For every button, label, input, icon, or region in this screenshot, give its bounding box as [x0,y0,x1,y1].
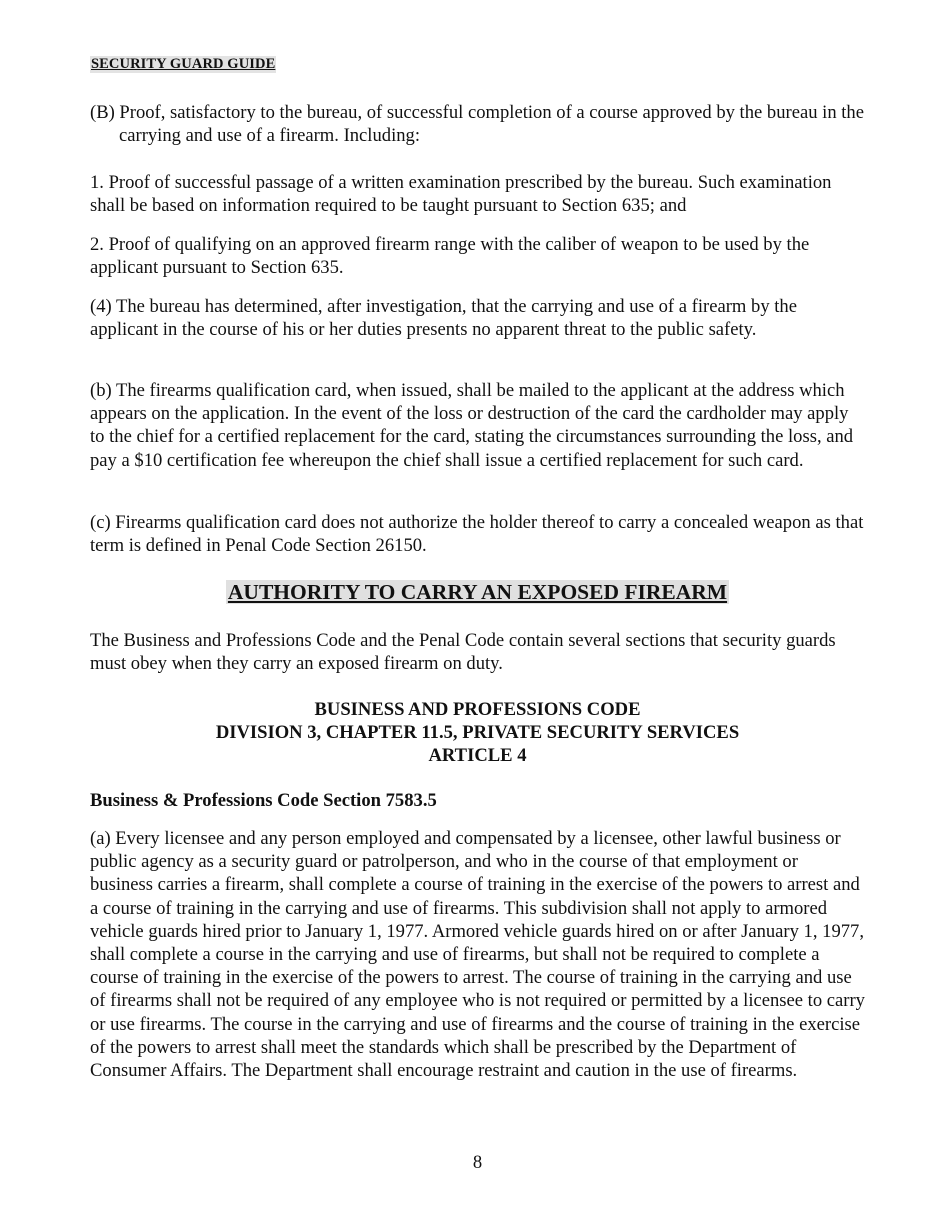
subsection-text: (a) Every licensee and any person employed and compensated by a licensee, other lawful business or public agency as a security guard or patrolperson, and who in the course of that employment or business carries a firearm, shall complete a course of training in the exercise of the powers to arrest and a course of training in the carrying and use of firearms. This subdivision shall not apply to armored vehicle guards hired prior to January 1, 1977. Armored vehicle guards hired on or after January 1, 1977, shall complete a course in the carrying and use of firearms, but shall not be required to complete a course of training in the exercise of the powers to arrest. The course of training in the carrying and use of firearms shall not be required of any employee who is not required or permitted by a licensee to carry or use firearms. The course in the carrying and use of firearms and the course of training in the exercise of the powers to arrest shall meet the standards which shall be prescribed by the Department of Consumer Affairs. The Department shall encourage restraint and caution in the use of firearms. [90,828,865,1082]
code-heading-line-2: DIVISION 3, CHAPTER 11.5, PRIVATE SECURITY SERVICES [215,722,740,743]
paragraph-item-c: (c) Firearms qualification card does not authorize the holder thereof to carry a concealed weapon as that term is defined in Penal Code Section 26150. [90,512,864,557]
section-intro: The Business and Professions Code and the Penal Code contain several sections that security guards must obey when they carry an exposed firearm on duty. [90,630,836,675]
running-header: SECURITY GUARD GUIDE [91,56,276,72]
page-number: 8 [472,1152,483,1173]
paragraph-proof-b: (B) Proof, satisfactory to the bureau, of successful completion of a course approved by the bureau in the carrying and use of a firearm. Including: [90,102,864,147]
code-heading-line-3: ARTICLE 4 [428,745,527,766]
paragraph-item-b: (b) The firearms qualification card, when issued, shall be mailed to the applicant at the address which appears on the application. In the event of the loss or destruction of the card the cardholder may apply to the chief for a certified replacement for the card, stating the circumstances surrounding the loss, and pay a $10 certification fee whereupon the chief shall issue a certified replacement for such card. [90,380,854,471]
paragraph-item-2: 2. Proof of qualifying on an approved firearm range with the caliber of weapon to be used by the applicant pursuant to Section 635. [90,234,810,279]
code-heading [90,698,865,767]
paragraph-item-1: 1. Proof of successful passage of a written examination prescribed by the bureau. Such examination shall be based on information required to be taught pursuant to Section 635; and [90,172,832,217]
code-heading-line-1: BUSINESS AND PROFESSIONS CODE [314,699,641,720]
paragraph-item-4: (4) The bureau has determined, after investigation, that the carrying and use of a firearm by the applicant in the course of his or her duties presents no apparent threat to the public safety. [90,296,797,341]
section-title [90,579,865,605]
subsection-title: Business & Professions Code Section 7583.5 [90,790,437,811]
section-title-text: AUTHORITY TO CARRY AN EXPOSED FIREARM [227,580,728,604]
